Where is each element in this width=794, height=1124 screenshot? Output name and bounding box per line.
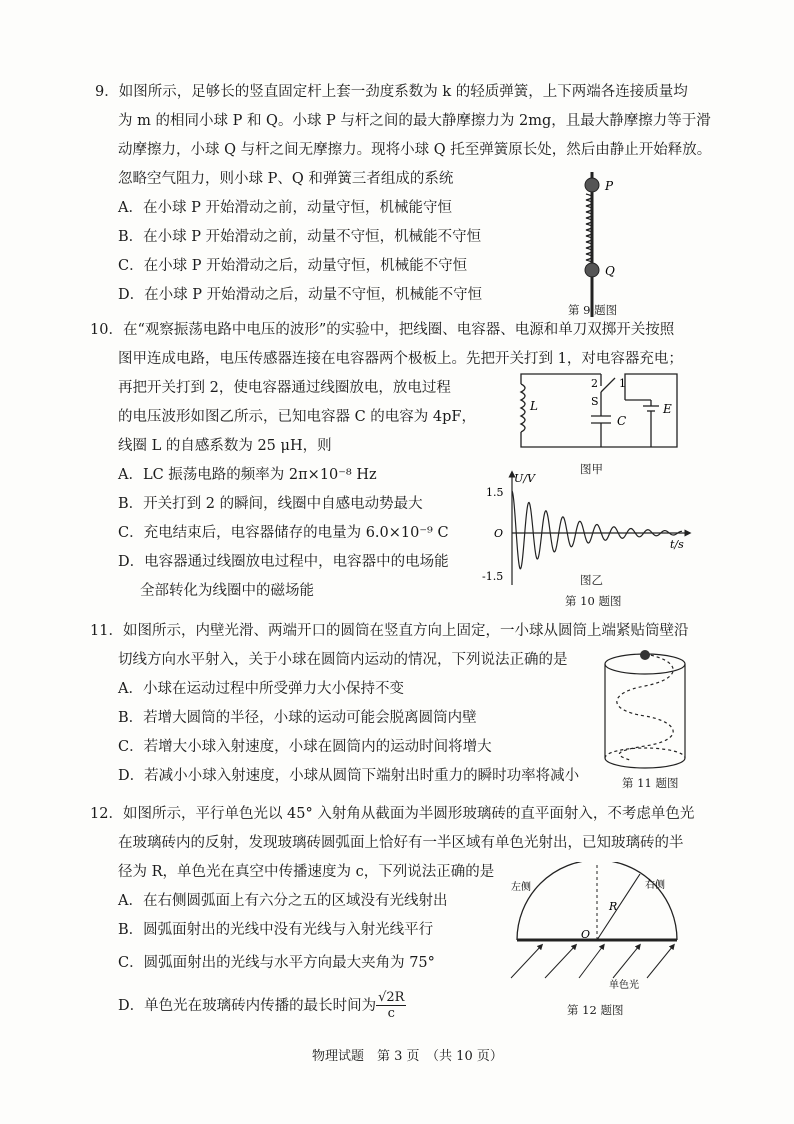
q11-option-d[interactable]: D．若减小小球入射速度，小球从圆筒下端射出时重力的瞬时功率将减小: [118, 768, 580, 784]
q12-line-2: 在玻璃砖内的反射，发现玻璃砖圆弧面上恰好有一半区域有单色光射出，已知玻璃砖的半: [118, 835, 684, 851]
q12-label-r: R: [609, 900, 618, 913]
q9-line-4: 忽略空气阻力，则小球 P、Q 和弹簧三者组成的系统: [118, 171, 454, 187]
q9-label-p: P: [605, 179, 614, 193]
q10-option-d-cont: 全部转化为线圈中的磁场能: [140, 583, 314, 599]
q10-voltage-wave: [512, 491, 682, 569]
q12-label-right: 右侧: [645, 880, 665, 891]
q11-caption: 第 11 题图: [622, 776, 679, 790]
q9-label-q: Q: [605, 264, 615, 278]
page-footer: 物理试题 第 3 页 （共 10 页）: [312, 1049, 503, 1064]
q10-line-2: 图甲连成电路，电压传感器连接在电容器两个极板上。先把开关打到 1，对电容器充电；: [118, 351, 683, 367]
q9-option-b[interactable]: B．在小球 P 开始滑动之前，动量不守恒，机械能不守恒: [118, 229, 482, 245]
q11-line-1: 11．如图所示，内壁光滑、两端开口的圆筒在竖直方向上固定，一小球从圆筒上端紧贴筒壁沿: [90, 623, 689, 639]
q11-line-2: 切线方向水平射入，关于小球在圆筒内运动的情况，下列说法正确的是: [118, 652, 568, 668]
q10-option-d[interactable]: D．电容器通过线圈放电过程中，电容器中的电场能: [118, 554, 449, 570]
q9-option-c[interactable]: C．在小球 P 开始滑动之后，动量守恒，机械能不守恒: [118, 258, 468, 274]
q9-line-1: 9．如图所示，足够长的竖直固定杆上套一劲度系数为 k 的轻质弹簧，上下两端各连接质量均: [95, 84, 688, 100]
q10-graph-ylabel: U/V: [514, 472, 535, 485]
q10-graph-origin: O: [494, 527, 504, 540]
q10-option-b[interactable]: B．开关打到 2 的瞬间，线圈中自感电动势最大: [118, 496, 423, 512]
q9-line-3: 动摩擦力，小球 Q 与杆之间无摩擦力。现将小球 Q 托至弹簧原长处，然后由静止开始释放。: [118, 142, 712, 158]
q10-label-pos2: 2: [591, 377, 598, 390]
q12-option-a[interactable]: A．在右侧圆弧面上有六分之五的区域没有光线射出: [118, 893, 448, 909]
q10-label-s: S: [591, 395, 599, 408]
q12-option-d[interactable]: [118, 990, 406, 1021]
q10-graph-ymax: 1.5: [486, 486, 504, 499]
q9-option-d[interactable]: D．在小球 P 开始滑动之后，动量不守恒，机械能不守恒: [118, 287, 483, 303]
q10-line-1: 10．在“观察振荡电路中电压的波形”的实验中，把线圈、电容器、电源和单刀双掷开关按照: [90, 322, 675, 338]
q9-caption: 第 9 题图: [568, 303, 618, 317]
q10-option-a[interactable]: A．LC 振荡电路的频率为 2π×10⁻⁸ Hz: [118, 467, 377, 483]
q11-cylinder-figure: [600, 650, 692, 775]
q11-option-c[interactable]: C．若增大小球入射速度，小球在圆筒内的运动时间将增大: [118, 739, 492, 755]
q10-label-e: E: [663, 402, 672, 416]
q12-label-o: O: [581, 928, 591, 941]
q11-option-b[interactable]: B．若增大圆筒的半径，小球的运动可能会脱离圆筒内壁: [118, 710, 477, 726]
q11-option-a[interactable]: A．小球在运动过程中所受弹力大小保持不变: [118, 681, 404, 697]
q12-option-d-text: D．单色光在玻璃砖内传播的最长时间为: [118, 997, 377, 1014]
q9-option-a[interactable]: A．在小球 P 开始滑动之前，动量守恒，机械能守恒: [118, 200, 452, 216]
q12-option-d-fraction: [376, 990, 406, 1021]
q12-line-3: 径为 R，单色光在真空中传播速度为 c，下列说法正确的是: [118, 864, 495, 880]
q10-graph-caption: 图乙: [580, 573, 603, 587]
q12-caption: 第 12 题图: [567, 1003, 624, 1017]
q10-label-pos1: 1: [619, 377, 626, 390]
q12-option-b[interactable]: B．圆弧面射出的光线中没有光线与入射光线平行: [118, 922, 434, 938]
q9-line-2: 为 m 的相同小球 P 和 Q。小球 P 与杆之间的最大静摩擦力为 2mg，且最大静摩擦力等于滑: [118, 113, 711, 129]
q10-graph-xlabel: t/s: [670, 538, 684, 551]
q12-label-left: 左侧: [511, 882, 531, 893]
q10-graph-ymin: -1.5: [482, 570, 504, 583]
q10-voltage-graph: [480, 470, 695, 588]
q10-label-l: L: [530, 399, 538, 413]
q10-line-5: 线圈 L 的自感系数为 25 μH，则: [118, 438, 332, 454]
q10-line-3: 再把开关打到 2，使电容器通过线圈放电，放电过程: [118, 380, 451, 396]
q12-option-c[interactable]: C．圆弧面射出的光线与水平方向最大夹角为 75°: [118, 955, 435, 971]
q10-option-c[interactable]: C．充电结束后，电容器储存的电量为 6.0×10⁻⁹ C: [118, 525, 449, 541]
q12-label-light: 单色光: [609, 980, 639, 991]
q10-circuit-diagram: [505, 372, 690, 457]
q9-figure-spring-rod: [565, 172, 625, 317]
q12-semicircle-figure: [505, 862, 695, 997]
q12-option-d-denominator: c: [387, 1006, 395, 1021]
q10-caption: 第 10 题图: [565, 594, 622, 608]
q10-line-4: 的电压波形如图乙所示，已知电容器 C 的电容为 4pF，: [118, 409, 476, 425]
q12-option-d-numerator: √2R: [378, 990, 405, 1005]
q10-label-c: C: [617, 414, 627, 428]
q12-line-1: 12．如图所示，平行单色光以 45° 入射角从截面为半圆形玻璃砖的直平面射入，不考虑单色光: [90, 806, 695, 822]
q10-circuit-caption: 图甲: [580, 462, 603, 476]
